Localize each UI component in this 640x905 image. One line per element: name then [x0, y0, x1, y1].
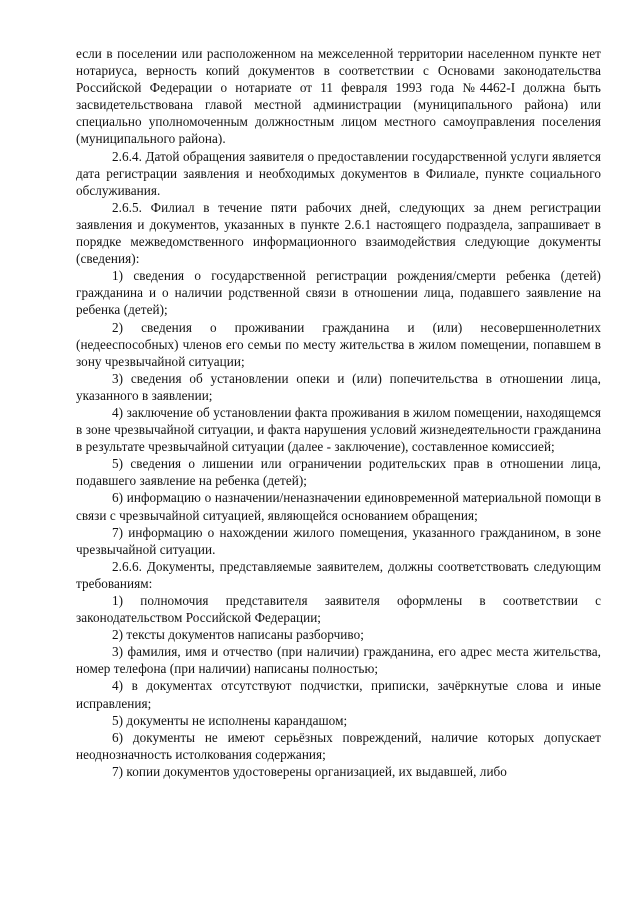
list-item: 2) сведения о проживании гражданина и (или) несовершеннолетних (недееспособных) членов его семьи по месту жительства в жилом помещении, попавшем в зону чрезвычайной ситуации;: [76, 319, 601, 369]
list-item: 1) полномочия представителя заявителя оформлены в соответствии с законодательством Российской Федерации;: [76, 593, 601, 626]
list-item: 1) сведения о государственной регистрации рождения/смерти ребенка (детей) гражданина и о наличии родственной связи в отношении лица, подавшего заявление на ребенка (детей);: [76, 268, 601, 318]
list-item: 2) тексты документов написаны разборчиво;: [112, 627, 364, 643]
list-item: 5) документы не исполнены карандашом;: [112, 712, 348, 728]
document-body: [76, 45, 601, 780]
list-item: 3) фамилия, имя и отчество (при наличии) гражданина, его адрес места жительства, номер телефона (при наличии) написаны полностью;: [76, 644, 601, 677]
list-item: 6) документы не имеют серьёзных повреждений, наличие которых допускает неоднозначность истолкования содержания;: [76, 729, 601, 762]
list-item: 5) сведения о лишении или ограничении родительских прав в отношении лица, подавшего заявление на ребенка (детей);: [76, 456, 601, 489]
list-item: 7) информацию о нахождении жилого помещения, указанного гражданином, в зоне чрезвычайной ситуации.: [76, 524, 601, 557]
paragraph: 2.6.6. Документы, представляемые заявителем, должны соответствовать следующим требованиям:: [76, 558, 601, 591]
list-item: 3) сведения об установлении опеки и (или) попечительства в отношении лица, указанного в заявлении;: [76, 370, 601, 403]
paragraph: если в поселении или расположенном на межселенной территории населенном пункте нет нотариуса, верность копий документов в соответствии с Основами законодательства Российской Федерации о нотариате от 11 февраля 1993 года №4462-I должна быть засвидетельствована главой местной администрации (муниципального района) или специально уполномоченным должностным лицом местного самоуправления поселения (муниципального района).: [76, 46, 601, 147]
list-item: 4) в документах отсутствуют подчистки, приписки, зачёркнутые слова и иные исправления;: [76, 678, 601, 711]
list-item: 4) заключение об установлении факта проживания в жилом помещении, находящемся в зоне чрезвычайной ситуации, и факта нарушения условий жизнедеятельности гражданина в результате чрезвычайной ситуации (далее - заключение), составленное комиссией;: [76, 404, 601, 455]
paragraph: 2.6.5. Филиал в течение пяти рабочих дней, следующих за днем регистрации заявления и документов, указанных в пункте 2.6.1 настоящего подраздела, запрашивает в порядке межведомственного информационного взаимодействия следующие документы (сведения):: [76, 199, 601, 267]
list-item: 6) информацию о назначении/неназначении единовременной материальной помощи в связи с чрезвычайной ситуацией, являющейся основанием обращения;: [76, 490, 601, 523]
paragraph: 2.6.4. Датой обращения заявителя о предоставлении государственной услуги является дата регистрации заявления и необходимых документов в Филиале, пункте социального обслуживания.: [76, 148, 601, 198]
list-item: 7) копии документов удостоверены организацией, их выдавшей, либо: [112, 763, 507, 779]
